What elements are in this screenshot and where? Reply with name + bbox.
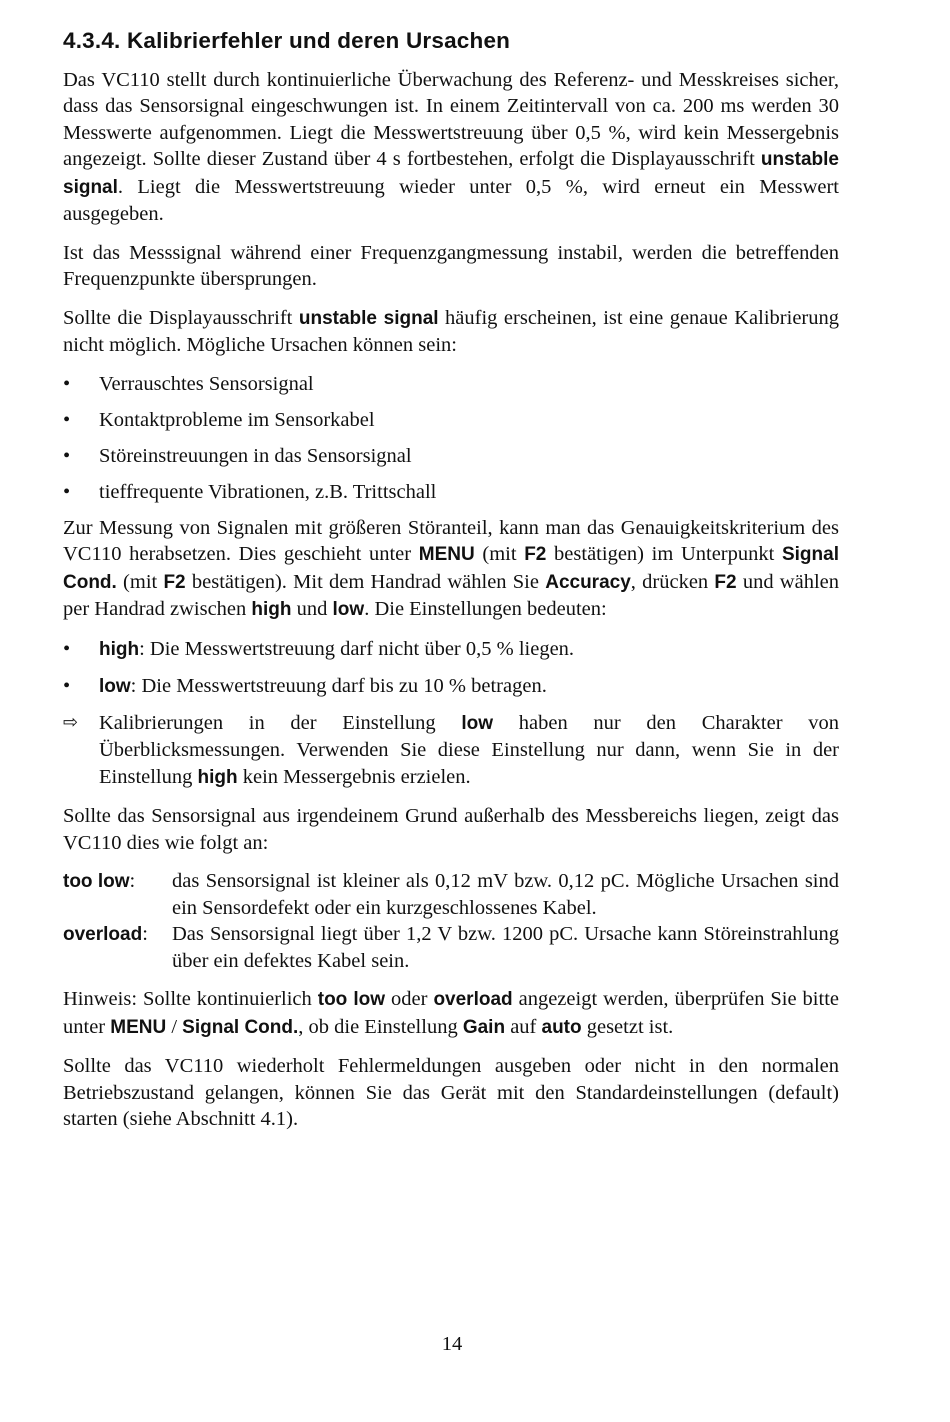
text: Kalibrierungen in der Einstellung bbox=[99, 711, 462, 734]
paragraph-calibration-monitoring bbox=[63, 67, 839, 228]
keyword: overload bbox=[433, 989, 513, 1010]
bullet-icon: • bbox=[63, 444, 71, 467]
text: bestätigen) im Unterpunkt bbox=[546, 543, 782, 565]
keyword: F2 bbox=[714, 571, 737, 593]
text: und bbox=[291, 598, 333, 620]
paragraph-frequency-response: Ist das Messsignal während einer Frequenzgangmessung instabil, werden die betreffenden Frequenzpunkte übersprungen. bbox=[63, 241, 839, 290]
page-number: 14 bbox=[441, 1333, 463, 1355]
list-item bbox=[63, 673, 839, 701]
list-item-text: tieffrequente Vibrationen, z.B. Trittschall bbox=[99, 480, 437, 503]
section-heading: 4.3.4. Kalibrierfehler und deren Ursachen bbox=[63, 28, 511, 53]
keyword: low bbox=[332, 599, 365, 620]
paragraph-accuracy-setting bbox=[63, 515, 839, 624]
list-item bbox=[63, 407, 839, 434]
definition-desc: das Sensorsignal ist kleiner als 0,12 mV bzw. 0,12 pC. Mögliche Ursachen sind ein Sensordefekt oder ein kurzgeschlossenes Kabel. bbox=[172, 870, 839, 919]
definition-list bbox=[63, 868, 839, 974]
list-item-text: Verrauschtes Sensorsignal bbox=[99, 372, 314, 395]
note-block bbox=[63, 710, 839, 792]
keyword: low bbox=[461, 712, 494, 734]
paragraph-default-start: Sollte das VC110 wiederholt Fehlermeldungen ausgeben oder nicht in den normalen Betriebszustand gelangen, können Sie das Gerät mit den Standardeinstellungen (default) starten (siehe Abschnitt 4.1). bbox=[63, 1055, 839, 1130]
text: , drücken bbox=[630, 570, 715, 593]
colon: : bbox=[142, 923, 148, 945]
list-item bbox=[63, 479, 839, 506]
keyword: F2 bbox=[524, 544, 547, 565]
text: Sollte die Displayausschrift bbox=[63, 306, 299, 329]
list-item-text: Störeinstreuungen in das Sensorsignal bbox=[99, 444, 412, 467]
bullet-icon: • bbox=[63, 408, 71, 431]
paragraph-out-of-range: Sollte das Sensorsignal aus irgendeinem Grund außerhalb des Messbereichs liegen, zeigt das VC110 dies wie folgt an: bbox=[63, 805, 839, 854]
colon: : bbox=[129, 870, 136, 892]
text: häufig erscheinen, ist eine genaue Kalibrierung nicht möglich. Mögliche Ursachen können sein: bbox=[63, 306, 839, 356]
list-item-text: : Die Messwertstreuung darf bis zu 10 % betragen. bbox=[130, 674, 547, 697]
keyword: overload bbox=[63, 924, 143, 945]
bullet-icon: • bbox=[63, 637, 71, 660]
bullet-icon: • bbox=[63, 674, 71, 697]
list-item bbox=[63, 636, 839, 664]
text: Hinweis: Sollte kontinuierlich bbox=[63, 988, 318, 1010]
keyword: MENU bbox=[418, 544, 475, 565]
paragraph-hint bbox=[63, 986, 839, 1041]
keyword: F2 bbox=[163, 571, 186, 593]
bullet-icon: • bbox=[63, 372, 71, 395]
text: , ob die Einstellung bbox=[298, 1015, 463, 1038]
text: (mit bbox=[474, 543, 525, 565]
list-item bbox=[63, 371, 839, 398]
definition-term bbox=[63, 921, 172, 974]
arrow-right-icon: ⇨ bbox=[63, 711, 79, 733]
text: angezeigt werden, überprüfen Sie bitte unter bbox=[63, 988, 839, 1038]
text: kein Messergebnis erzielen. bbox=[237, 765, 471, 788]
text: Zur Messung von Signalen mit größeren Störanteil, kann man das Genauigkeitskriterium des VC110 herabsetzen. Dies geschieht unter bbox=[63, 516, 839, 565]
text: bestätigen). Mit dem Handrad wählen Sie bbox=[185, 570, 546, 593]
text: oder bbox=[385, 988, 434, 1010]
text: / bbox=[166, 1015, 183, 1038]
text: gesetzt ist. bbox=[581, 1015, 674, 1038]
document-page bbox=[63, 28, 839, 1145]
settings-list bbox=[63, 636, 839, 701]
keyword: low bbox=[99, 675, 131, 697]
keyword: high bbox=[99, 638, 140, 660]
text: (mit bbox=[116, 570, 164, 593]
text: haben nur den Charakter von Überblicksmessungen. Verwenden Sie diese Einstellung nur dann, wenn Sie in der Einstellung bbox=[99, 711, 839, 788]
list-item-text: Kontaktprobleme im Sensorkabel bbox=[99, 408, 375, 431]
definition-desc: Das Sensorsignal liegt über 1,2 V bzw. 1200 pC. Ursache kann Störeinstrahlung über ein defektes Kabel sein. bbox=[172, 923, 839, 972]
keyword: Signal Cond. bbox=[63, 544, 839, 593]
causes-list bbox=[63, 371, 839, 506]
keyword: Gain bbox=[462, 1016, 506, 1038]
keyword: Signal Cond. bbox=[182, 1016, 299, 1038]
text: . Die Einstellungen bedeuten: bbox=[364, 598, 607, 620]
text: . Liegt die Messwertstreuung wieder unter 0,5 %, wird erneut ein Messwert ausgegeben. bbox=[63, 175, 839, 225]
list-item-text: : Die Messwertstreuung darf nicht über 0,5 % liegen. bbox=[139, 637, 575, 660]
definition-row bbox=[63, 921, 839, 974]
paragraph-possible-causes bbox=[63, 305, 839, 359]
keyword: high bbox=[251, 599, 292, 620]
text: und wählen per Handrad zwischen bbox=[63, 570, 840, 620]
keyword: auto bbox=[541, 1016, 582, 1038]
text: Das VC110 stellt durch kontinuierliche Überwachung des Referenz- und Messkreises sicher, dass das Sensorsignal eingeschwungen ist. In einem Zeitintervall von ca. 200 ms werden 30 Messwerte aufgenommen. Liegt die Messwertstreuung über 0,5 %, wird kein Messergebnis angezeigt. Sollte dieser Zustand über 4 s fortbestehen, erfolgt die Displayausschrift bbox=[63, 68, 839, 170]
keyword: too low bbox=[317, 989, 386, 1010]
keyword: Accuracy bbox=[545, 571, 631, 593]
definition-row bbox=[63, 868, 839, 921]
definition-term bbox=[63, 868, 172, 921]
display-message: unstable signal bbox=[298, 307, 439, 329]
keyword: MENU bbox=[110, 1016, 167, 1038]
display-message: unstable signal bbox=[63, 149, 839, 198]
bullet-icon: • bbox=[63, 480, 71, 503]
keyword: high bbox=[197, 766, 238, 788]
keyword: too low bbox=[63, 871, 130, 892]
text: auf bbox=[505, 1015, 542, 1038]
list-item bbox=[63, 443, 839, 470]
